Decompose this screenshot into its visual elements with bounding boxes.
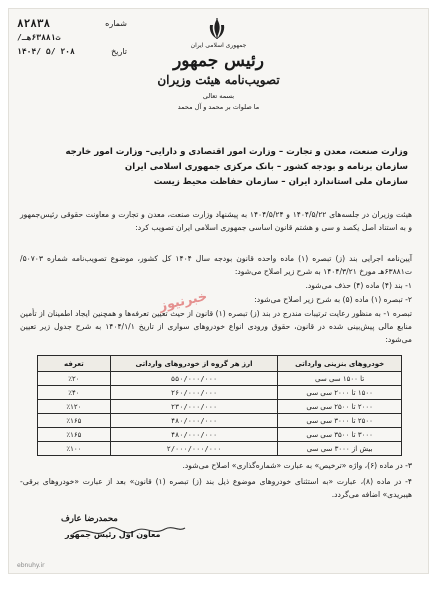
cell-engine-class: بیش از ۳۰۰۰ سی سی — [278, 442, 402, 456]
table-row — [38, 400, 402, 414]
table-row — [38, 442, 402, 456]
cell-engine-class: ۲۰۰۰ تا ۲۵۰۰ سی سی — [278, 400, 402, 414]
amendment-paragraph: آیین‌نامه اجرایی بند (ز) تبصره (۱) ماده واحده قانون بودجه سال ۱۴۰۴ کل کشور، موضوع تصویب‌نامه شماره ۵۰۷۰۳/ت۶۳۸۸۱هـ مورخ ۱۴۰۴/۳/۲۱ به شرح زیر اصلاح می‌شود: — [20, 254, 412, 276]
date-label: تاریخ — [111, 47, 127, 56]
number-prefix: /ت۶۳۸۸۱هـ — [17, 33, 61, 42]
republic-text: جمهوری اسلامی ایران — [190, 42, 247, 49]
header-currency: ارز هر گروه از خودروهای وارداتی — [110, 356, 277, 372]
cell-engine-class: ۱۵۰۰ تا ۲۰۰۰ سی سی — [278, 386, 402, 400]
salavat-line: ما صلوات بر محمد و آل محمد — [177, 103, 260, 111]
cell-currency: ۲۶۰/۰۰۰/۰۰۰ — [110, 386, 277, 400]
cell-engine-class: ۲۵۰۰ تا ۳۰۰۰ سی سی — [278, 414, 402, 428]
cell-tariff: ٪۱۰۰ — [38, 442, 111, 456]
table-row — [38, 428, 402, 442]
cell-engine-class: تا ۱۵۰۰ سی سی — [278, 372, 402, 386]
signer-name: محمدرضا عارف — [61, 514, 118, 524]
bismillah: بسمه تعالی — [202, 92, 235, 100]
footer-watermark: ebnuhy.ir — [17, 562, 45, 569]
president-title: رئیس جمهور — [173, 51, 264, 71]
cell-tariff: ٪۱۶۵ — [38, 428, 111, 442]
cell-engine-class: ۳۰۰۰ تا ۳۵۰۰ سی سی — [278, 428, 402, 442]
cell-currency: ۵۵۰/۰۰۰/۰۰۰ — [110, 372, 277, 386]
addressee-line-2: سازمان برنامه و بودجه کشور – بانک مرکزی جمهوری اسلامی ایران — [124, 162, 408, 172]
item-4: ۴- در ماده (۸)، عبارت «به استثنای خودروهای موضوع ذیل بند (ز) تبصره (۱) قانون» بعد از عبارت «خودروهای برقی-هیبریدی» اضافه می‌گردد. — [20, 477, 413, 499]
table-row — [38, 386, 402, 400]
table-row — [38, 372, 402, 386]
cell-tariff: ٪۴۰ — [38, 386, 111, 400]
intro-paragraph: هیئت وزیران در جلسه‌های ۱۴۰۴/۵/۲۲ و ۱۴۰۴/۵/۲۴ به پیشنهاد وزارت صنعت، معدن و تجارت و معاونت حقوقی رئیس‌جمهور و به استناد اصل یکصد و سی و هشتم قانون اساسی جمهوری اسلامی ایران تصویب کرد: — [20, 210, 413, 232]
header-tariff: تعرفه — [38, 356, 111, 372]
number-row — [17, 17, 127, 31]
table-row — [38, 414, 402, 428]
note-paragraph: تبصره ۱- به منظور رعایت ترتیبات مندرج در بند (ز) تبصره (۱) قانون از حیث تعیین تعرفه‌ها و همچنین ایجاد اطمینان از تأمین منابع مالی پیش‌بینی شده در قانون، حقوق ورودی انواع خودروهای سواری از تاریخ ۱۴۰۴/۱/۱ به شرح جدول زیر تعیین می‌شود: — [20, 309, 412, 344]
cell-tariff: ٪۱۲۰ — [38, 400, 111, 414]
decree-title: تصویب‌نامه هیئت وزیران — [157, 73, 280, 87]
cell-currency: ۲۳۰/۰۰۰/۰۰۰ — [110, 400, 277, 414]
item-1: ۱- بند (۴) ماده (۴) حذف می‌شود. — [305, 281, 412, 290]
cell-currency: ۲/۰۰۰/۰۰۰/۰۰۰ — [110, 442, 277, 456]
item-3: ۳- در ماده (۶)، واژه «ترخیص» به عبارت «شماره‌گذاری» اصلاح می‌شود. — [182, 461, 412, 470]
decree-document — [8, 8, 429, 574]
header-engine-class: خودروهای بنزینی وارداتی — [278, 356, 402, 372]
item-2: ۲- تبصره (۱) ماده (۵) به شرح زیر اصلاح می‌شود: — [254, 295, 412, 304]
watermark-stamp: خبرنیوز — [157, 289, 209, 314]
addressee-line-3: سازمان ملی استاندارد ایران – سازمان حفاظت محیط زیست — [153, 177, 408, 187]
cell-tariff: ٪۲۰ — [38, 372, 111, 386]
date-value: ۱۴۰۴/ ۵/ ۲۰۸ — [17, 47, 75, 56]
number-label: شماره — [105, 19, 127, 28]
cell-currency: ۴۸۰/۰۰۰/۰۰۰ — [110, 428, 277, 442]
addressee-line-1: وزارت صنعت، معدن و تجارت – وزارت امور اقتصادی و دارایی– وزارت امور خارجه — [65, 147, 408, 157]
signer-title: معاون اول رئیس جمهور — [65, 530, 161, 539]
tariff-table — [37, 355, 402, 456]
table-header-row — [38, 356, 402, 372]
iran-emblem-icon — [205, 17, 229, 41]
cell-tariff: ٪۱۶۵ — [38, 414, 111, 428]
number-value: ۸۲۸۳۸ — [17, 17, 51, 30]
cell-currency: ۴۸۰/۰۰۰/۰۰۰ — [110, 414, 277, 428]
